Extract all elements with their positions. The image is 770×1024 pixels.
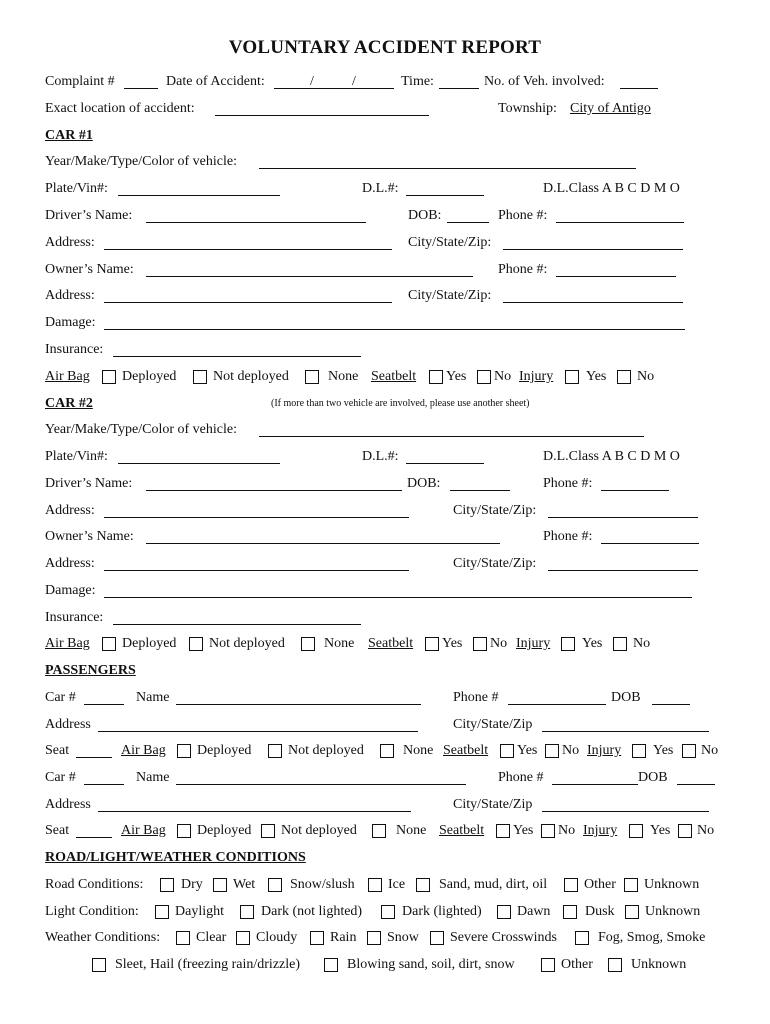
light-dusk-label: Dusk: [585, 904, 615, 919]
weather-conditions-label: Weather Conditions:: [45, 930, 161, 945]
car1-seatbelt-yes-checkbox[interactable]: [429, 370, 443, 384]
light-unknown-checkbox[interactable]: [625, 905, 639, 919]
passenger1-injury-no-checkbox[interactable]: [682, 744, 696, 758]
weather-clear-label: Clear: [196, 930, 227, 945]
car1-owner-address-row: [0, 286, 770, 306]
passenger1-deployed-checkbox[interactable]: [177, 744, 191, 758]
car1-deployed-checkbox[interactable]: [102, 370, 116, 384]
passenger1-name-row: [0, 688, 770, 708]
car1-address-row: [0, 233, 770, 253]
passenger1-seat-field[interactable]: [76, 757, 112, 758]
car2-injury-yes-label: Yes: [582, 636, 603, 651]
passenger2-deployed-checkbox[interactable]: [177, 824, 191, 838]
passenger2-airbag-label: Air Bag: [121, 823, 166, 838]
car1-plate-label: Plate/Vin#:: [45, 181, 108, 196]
car2-none-checkbox[interactable]: [301, 637, 315, 651]
township-value: City of Antigo: [570, 101, 651, 116]
vehicles-label: No. of Veh. involved:: [484, 74, 605, 89]
car2-owner-address-label: Address:: [45, 556, 95, 571]
date-field[interactable]: [274, 88, 394, 89]
car2-injury-yes-checkbox[interactable]: [561, 637, 575, 651]
passenger1-seat-label: Seat: [45, 743, 70, 758]
car2-address-row: [0, 501, 770, 521]
car2-injury-no-label: No: [633, 636, 651, 651]
car1-dob-field[interactable]: [447, 222, 489, 223]
car1-vehicle-row: [0, 152, 770, 172]
passenger1-dob-field[interactable]: [652, 704, 690, 705]
car1-plate-row: [0, 179, 770, 199]
light-conditions-label: Light Condition:: [45, 904, 139, 919]
passenger2-phone-label: Phone #: [498, 770, 544, 785]
weather-crosswinds-label: Severe Crosswinds: [450, 930, 557, 945]
car1-not-deployed-label: Not deployed: [213, 369, 289, 384]
car2-safety-row: [0, 634, 770, 654]
light-daylight-checkbox[interactable]: [155, 905, 169, 919]
car2-note: (If more than two vehicle are involved, please use another sheet): [271, 398, 530, 409]
passenger1-dob-label: DOB: [611, 690, 641, 705]
passenger1-injury-label: Injury: [587, 743, 622, 758]
weather-fog-label: Fog, Smog, Smoke: [598, 930, 706, 945]
passenger2-not-deployed-label: Not deployed: [281, 823, 357, 838]
light-dawn-label: Dawn: [517, 904, 551, 919]
car1-owner-field[interactable]: [146, 276, 473, 277]
passenger1-seatbelt-label: Seatbelt: [443, 743, 489, 758]
car1-injury-label: Injury: [519, 369, 554, 384]
passenger1-car-label: Car #: [45, 690, 76, 705]
car2-owner-label: Owner’s Name:: [45, 529, 134, 544]
car1-owner-phone-field[interactable]: [556, 276, 676, 277]
car1-dl-class: D.L.Class A B C D M O: [543, 181, 680, 196]
passengers-heading-row: [0, 661, 770, 681]
car2-driver-field[interactable]: [146, 490, 402, 491]
car2-owner-address-row: [0, 554, 770, 574]
car1-driver-field[interactable]: [146, 222, 366, 223]
car1-none-checkbox[interactable]: [305, 370, 319, 384]
header-row-2: [0, 99, 770, 119]
car2-driver-row: [0, 474, 770, 494]
passenger2-car-field[interactable]: [84, 784, 124, 785]
car2-owner-row: [0, 527, 770, 547]
time-label: Time:: [401, 74, 434, 89]
car1-vehicle-label: Year/Make/Type/Color of vehicle:: [45, 154, 237, 169]
location-field[interactable]: [215, 115, 429, 116]
car2-damage-field[interactable]: [104, 597, 692, 598]
road-conditions-label: Road Conditions:: [45, 877, 144, 892]
car2-dl-class: D.L.Class A B C D M O: [543, 449, 680, 464]
light-dark-lighted-label: Dark (lighted): [402, 904, 482, 919]
passenger2-seatbelt-label: Seatbelt: [439, 823, 485, 838]
car1-address-field[interactable]: [104, 249, 392, 250]
light-conditions-row: [0, 902, 770, 922]
car2-address-field[interactable]: [104, 517, 409, 518]
car2-dob-label: DOB:: [407, 476, 441, 491]
car2-driver-label: Driver’s Name:: [45, 476, 133, 491]
car2-heading: CAR #2: [45, 396, 93, 411]
passenger1-name-field[interactable]: [176, 704, 421, 705]
time-field[interactable]: [439, 88, 479, 89]
passenger2-seat-label: Seat: [45, 823, 70, 838]
car2-injury-no-checkbox[interactable]: [613, 637, 627, 651]
car1-dl-label: D.L.#:: [362, 181, 399, 196]
passenger1-safety-row: [0, 741, 770, 761]
passenger1-car-field[interactable]: [84, 704, 124, 705]
complaint-field[interactable]: [124, 88, 158, 89]
light-dawn-checkbox[interactable]: [497, 905, 511, 919]
passenger2-address-field[interactable]: [98, 811, 411, 812]
car1-dl-field[interactable]: [406, 195, 484, 196]
car2-owner-phone-label: Phone #:: [543, 529, 593, 544]
complaint-label: Complaint #: [45, 74, 115, 89]
car2-seatbelt-no-label: No: [490, 636, 508, 651]
weather-sleet-checkbox[interactable]: [92, 958, 106, 972]
car1-seatbelt-label: Seatbelt: [371, 369, 417, 384]
weather-snow-label: Snow: [387, 930, 419, 945]
passenger2-safety-row: [0, 821, 770, 841]
weather-other-label: Other: [561, 957, 593, 972]
road-snow-slush-label: Snow/slush: [290, 877, 355, 892]
passenger2-name-row: [0, 768, 770, 788]
car2-insurance-label: Insurance:: [45, 610, 104, 625]
car1-csz-label: City/State/Zip:: [408, 235, 492, 250]
passenger2-name-label: Name: [136, 770, 170, 785]
light-daylight-label: Daylight: [175, 904, 224, 919]
passenger2-car-label: Car #: [45, 770, 76, 785]
car1-injury-yes-checkbox[interactable]: [565, 370, 579, 384]
weather-unknown-label: Unknown: [631, 957, 687, 972]
car1-owner-phone-label: Phone #:: [498, 262, 548, 277]
road-wet-checkbox[interactable]: [213, 878, 227, 892]
weather-rain-checkbox[interactable]: [310, 931, 324, 945]
car1-owner-address-field[interactable]: [104, 302, 392, 303]
passenger2-deployed-label: Deployed: [197, 823, 252, 838]
car1-insurance-label: Insurance:: [45, 342, 104, 357]
car1-none-label: None: [328, 369, 359, 384]
car1-owner-address-label: Address:: [45, 288, 95, 303]
weather-rain-label: Rain: [330, 930, 357, 945]
location-label: Exact location of accident:: [45, 101, 195, 116]
conditions-heading-row: [0, 848, 770, 868]
passenger2-dob-field[interactable]: [677, 784, 715, 785]
car2-owner-address-field[interactable]: [104, 570, 409, 571]
road-ice-checkbox[interactable]: [368, 878, 382, 892]
passenger1-csz-label: City/State/Zip: [453, 717, 533, 732]
car2-heading-row: [0, 394, 770, 414]
passenger1-not-deployed-checkbox[interactable]: [268, 744, 282, 758]
light-dark-lighted-checkbox[interactable]: [381, 905, 395, 919]
weather-blowing-sand-label: Blowing sand, soil, dirt, snow: [347, 957, 515, 972]
weather-fog-checkbox[interactable]: [575, 931, 589, 945]
car1-driver-label: Driver’s Name:: [45, 208, 133, 223]
passenger2-seatbelt-no-checkbox[interactable]: [541, 824, 555, 838]
passenger2-seatbelt-yes-label: Yes: [513, 823, 534, 838]
passenger1-deployed-label: Deployed: [197, 743, 252, 758]
car2-seatbelt-yes-checkbox[interactable]: [425, 637, 439, 651]
car1-injury-yes-label: Yes: [586, 369, 607, 384]
car2-seatbelt-no-checkbox[interactable]: [473, 637, 487, 651]
car1-address-label: Address:: [45, 235, 95, 250]
car1-seatbelt-no-label: No: [494, 369, 512, 384]
car1-damage-field[interactable]: [104, 329, 685, 330]
car2-plate-row: [0, 447, 770, 467]
passenger2-injury-no-label: No: [697, 823, 715, 838]
car1-insurance-field[interactable]: [113, 356, 361, 357]
passenger1-injury-yes-label: Yes: [653, 743, 674, 758]
passenger1-address-row: [0, 715, 770, 735]
car2-vehicle-field[interactable]: [259, 436, 644, 437]
car1-owner-csz-field[interactable]: [503, 302, 683, 303]
car1-plate-field[interactable]: [118, 195, 280, 196]
car1-owner-row: [0, 260, 770, 280]
passenger2-phone-field[interactable]: [552, 784, 638, 785]
weather-other-checkbox[interactable]: [541, 958, 555, 972]
car1-phone-field[interactable]: [556, 222, 684, 223]
passenger1-injury-no-label: No: [701, 743, 719, 758]
car1-seatbelt-no-checkbox[interactable]: [477, 370, 491, 384]
car2-phone-label: Phone #:: [543, 476, 593, 491]
road-sand-checkbox[interactable]: [416, 878, 430, 892]
car2-owner-csz-label: City/State/Zip:: [453, 556, 537, 571]
car1-damage-row: [0, 313, 770, 333]
road-other-checkbox[interactable]: [564, 878, 578, 892]
weather-blowing-sand-checkbox[interactable]: [324, 958, 338, 972]
passenger1-address-label: Address: [45, 717, 91, 732]
car2-injury-label: Injury: [516, 636, 551, 651]
weather-snow-checkbox[interactable]: [367, 931, 381, 945]
road-unknown-checkbox[interactable]: [624, 878, 638, 892]
passenger2-dob-label: DOB: [638, 770, 668, 785]
passenger1-seatbelt-yes-checkbox[interactable]: [500, 744, 514, 758]
car1-heading: CAR #1: [45, 128, 93, 143]
passenger2-csz-field[interactable]: [542, 811, 709, 812]
road-snow-slush-checkbox[interactable]: [268, 878, 282, 892]
road-conditions-row: [0, 875, 770, 895]
car2-plate-field[interactable]: [118, 463, 280, 464]
car2-insurance-row: [0, 608, 770, 628]
conditions-heading: ROAD/LIGHT/WEATHER CONDITIONS: [45, 850, 306, 865]
car2-vehicle-label: Year/Make/Type/Color of vehicle:: [45, 422, 237, 437]
car1-insurance-row: [0, 340, 770, 360]
passenger1-none-checkbox[interactable]: [380, 744, 394, 758]
passenger2-injury-yes-checkbox[interactable]: [629, 824, 643, 838]
passenger1-seatbelt-no-label: No: [562, 743, 580, 758]
car1-injury-no-checkbox[interactable]: [617, 370, 631, 384]
date-slash-2: /: [352, 74, 356, 89]
passenger2-not-deployed-checkbox[interactable]: [261, 824, 275, 838]
car2-none-label: None: [324, 636, 355, 651]
light-unknown-label: Unknown: [645, 904, 701, 919]
passengers-heading: PASSENGERS: [45, 663, 136, 678]
passenger1-phone-field[interactable]: [508, 704, 606, 705]
passenger2-injury-no-checkbox[interactable]: [678, 824, 692, 838]
weather-clear-checkbox[interactable]: [176, 931, 190, 945]
passenger1-address-field[interactable]: [98, 731, 418, 732]
car2-vehicle-row: [0, 420, 770, 440]
date-label: Date of Accident:: [166, 74, 265, 89]
car1-not-deployed-checkbox[interactable]: [193, 370, 207, 384]
car2-seatbelt-label: Seatbelt: [368, 636, 414, 651]
road-sand-label: Sand, mud, dirt, oil: [439, 877, 548, 892]
passenger1-name-label: Name: [136, 690, 170, 705]
car2-damage-label: Damage:: [45, 583, 96, 598]
passenger2-address-label: Address: [45, 797, 91, 812]
weather-sleet-label: Sleet, Hail (freezing rain/drizzle): [115, 957, 301, 972]
car1-heading-row: [0, 126, 770, 146]
passenger2-seatbelt-yes-checkbox[interactable]: [496, 824, 510, 838]
passenger1-phone-label: Phone #: [453, 690, 499, 705]
date-slash-1: /: [310, 74, 314, 89]
weather-unknown-checkbox[interactable]: [608, 958, 622, 972]
vehicles-field[interactable]: [620, 88, 658, 89]
page-title: VOLUNTARY ACCIDENT REPORT: [228, 37, 542, 58]
car1-airbag-label: Air Bag: [45, 369, 90, 384]
car2-address-label: Address:: [45, 503, 95, 518]
car1-damage-label: Damage:: [45, 315, 96, 330]
car1-vehicle-field[interactable]: [259, 168, 636, 169]
weather-crosswinds-checkbox[interactable]: [430, 931, 444, 945]
passenger2-none-label: None: [396, 823, 427, 838]
road-other-label: Other: [584, 877, 616, 892]
passenger2-none-checkbox[interactable]: [372, 824, 386, 838]
passenger1-not-deployed-label: Not deployed: [288, 743, 364, 758]
car1-dob-label: DOB:: [408, 208, 442, 223]
passenger1-airbag-label: Air Bag: [121, 743, 166, 758]
road-ice-label: Ice: [388, 877, 406, 892]
car1-driver-row: [0, 206, 770, 226]
light-dark-not-lighted-label: Dark (not lighted): [261, 904, 363, 919]
light-dark-not-lighted-checkbox[interactable]: [240, 905, 254, 919]
car2-seatbelt-yes-label: Yes: [442, 636, 463, 651]
light-dusk-checkbox[interactable]: [563, 905, 577, 919]
road-unknown-label: Unknown: [644, 877, 700, 892]
passenger1-seatbelt-no-checkbox[interactable]: [545, 744, 559, 758]
car2-phone-field[interactable]: [601, 490, 669, 491]
passenger1-none-label: None: [403, 743, 434, 758]
road-dry-label: Dry: [181, 877, 203, 892]
car2-airbag-label: Air Bag: [45, 636, 90, 651]
car2-deployed-checkbox[interactable]: [102, 637, 116, 651]
car1-injury-no-label: No: [637, 369, 655, 384]
passenger2-address-row: [0, 795, 770, 815]
car2-damage-row: [0, 581, 770, 601]
passenger2-seat-field[interactable]: [76, 837, 112, 838]
car2-insurance-field[interactable]: [113, 624, 361, 625]
weather-conditions-row: [0, 928, 770, 948]
car2-not-deployed-label: Not deployed: [209, 636, 285, 651]
road-dry-checkbox[interactable]: [160, 878, 174, 892]
passenger2-injury-label: Injury: [583, 823, 618, 838]
car2-plate-label: Plate/Vin#:: [45, 449, 108, 464]
passenger1-csz-field[interactable]: [542, 731, 709, 732]
township-label: Township:: [498, 101, 557, 116]
car2-dl-label: D.L.#:: [362, 449, 399, 464]
passenger2-csz-label: City/State/Zip: [453, 797, 533, 812]
car1-csz-field[interactable]: [503, 249, 683, 250]
passenger1-seatbelt-yes-label: Yes: [517, 743, 538, 758]
car1-seatbelt-yes-label: Yes: [446, 369, 467, 384]
car1-owner-csz-label: City/State/Zip:: [408, 288, 492, 303]
car2-dl-field[interactable]: [406, 463, 484, 464]
car1-deployed-label: Deployed: [122, 369, 177, 384]
car2-deployed-label: Deployed: [122, 636, 177, 651]
car2-owner-field[interactable]: [146, 543, 500, 544]
car2-owner-phone-field[interactable]: [601, 543, 699, 544]
car1-owner-label: Owner’s Name:: [45, 262, 134, 277]
weather-cloudy-checkbox[interactable]: [236, 931, 250, 945]
car2-dob-field[interactable]: [450, 490, 510, 491]
car2-csz-field[interactable]: [548, 517, 698, 518]
car2-not-deployed-checkbox[interactable]: [189, 637, 203, 651]
passenger1-injury-yes-checkbox[interactable]: [632, 744, 646, 758]
passenger2-name-field[interactable]: [176, 784, 466, 785]
weather-cloudy-label: Cloudy: [256, 930, 298, 945]
passenger2-seatbelt-no-label: No: [558, 823, 576, 838]
weather-conditions-row-2: [0, 955, 770, 975]
car1-safety-row: [0, 367, 770, 387]
car1-phone-label: Phone #:: [498, 208, 548, 223]
road-wet-label: Wet: [233, 877, 256, 892]
car2-csz-label: City/State/Zip:: [453, 503, 537, 518]
passenger2-injury-yes-label: Yes: [650, 823, 671, 838]
header-row-1: [0, 72, 770, 92]
car2-owner-csz-field[interactable]: [548, 570, 698, 571]
